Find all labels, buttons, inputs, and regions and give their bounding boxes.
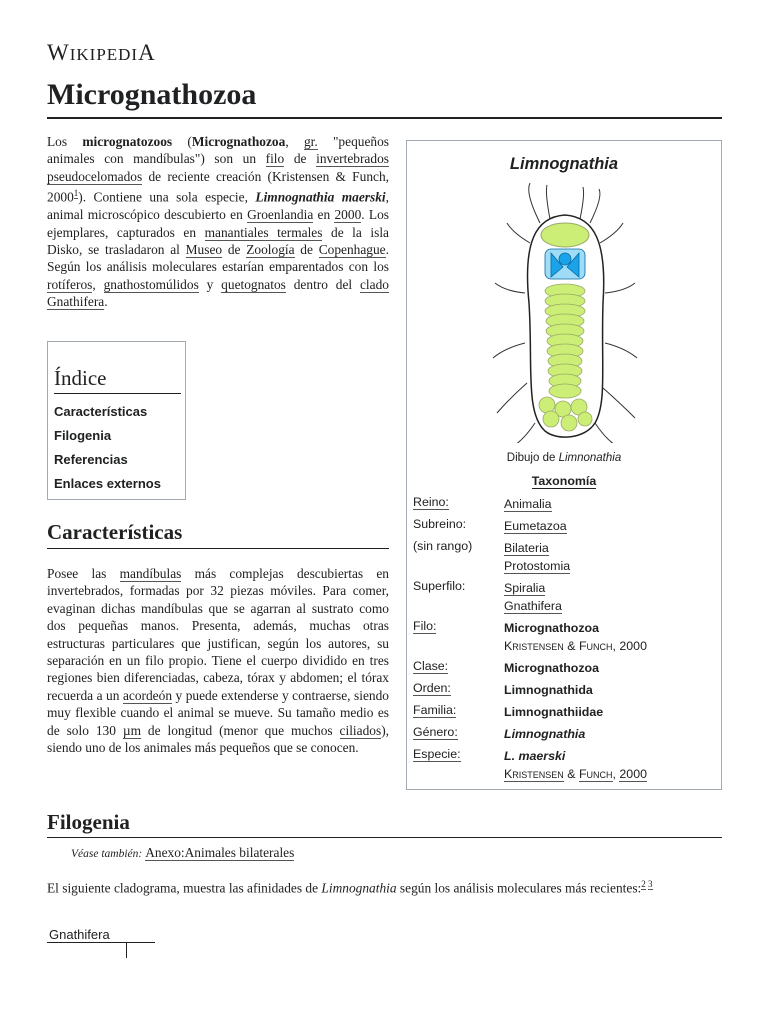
filogenia-paragraph: El siguiente cladograma, muestra las afinidades de Limnognathia según los análisis moleculares más recientes:$^{2 3}$ <box>47 879 653 896</box>
ref-2[interactable]: 2 <box>641 879 646 889</box>
link-pseudocelomados[interactable]: pseudocelomados <box>47 168 143 184</box>
wikipedia-wordmark[interactable] <box>47 40 156 66</box>
section-divider <box>47 548 389 549</box>
caracteristicas-paragraph: Posee las mandíbulas más complejas descubiertas en invertebrados, formadas por 32 piezas móviles. Para comer, evaginan dichas mandíbulas que se agarran al sustrato como dos pequeñas manos. Presenta, además, muchas otras estructuras particulares que justifican, según los autores, su separación en un filo propio. Tiene el cuerpo dividido en tres regiones bien diferenciadas, cabeza, tórax y abdomen; el tórax recuerda a un acordeón y puede extenderse y contraerse, siendo muy flexible cuando el animal se mueve. Su tamaño medio es de solo 130 µm de longitud (menor que muchos ciliados), siendo uno de los animales más pequeños que se conocen. <box>47 566 390 756</box>
link-groenlandia[interactable]: Groenlandia <box>247 207 314 223</box>
link-gnathostomulidos[interactable]: gnathostomúlidos <box>103 276 199 292</box>
taxobox-caption: Dibujo de Limnonathia <box>506 452 622 464</box>
taxobox-title: Limnognathia <box>509 155 619 173</box>
link-um[interactable]: µm <box>122 722 141 738</box>
link-2000[interactable]: 2000 <box>334 207 362 223</box>
ref-3[interactable]: 3 <box>648 879 653 889</box>
link-invertebrados[interactable]: invertebrados <box>316 151 389 167</box>
wordmark-a: A <box>138 40 156 65</box>
cladogram-branch <box>126 943 127 958</box>
link-zoologia[interactable]: Zoología <box>246 241 295 257</box>
link-clado[interactable]: clado <box>359 276 389 292</box>
toc-item-caracteristicas[interactable]: Características <box>54 404 148 419</box>
toc-item-enlaces-externos[interactable]: Enlaces externos <box>54 476 161 491</box>
toc-item-filogenia[interactable]: Filogenia <box>54 428 112 443</box>
link-anexo-bilaterales[interactable]: Anexo:Animales bilaterales <box>145 845 295 860</box>
link-rotiferos[interactable]: rotíferos <box>47 276 93 292</box>
taxonomy-heading[interactable]: Taxonomía <box>531 474 597 488</box>
taxobox: Limnognathia Dibujo de Limnonathia Taxonomía Reino: Animalia Subreino: Eumetazoa (sin rango) Bilateria Protostomia Superfilo: Spiralia Gnathifera Filo: Micrognathozoa Kristensen & Funch, 2000 Clase: Micrognathozoa Orden: Limnognathida Familia: Limnognathiidae Género: Limnognathia Especie: L. maerski Kristensen & Funch, 2000 <box>406 140 722 790</box>
link-quetognatos[interactable]: quetognatos <box>221 276 286 292</box>
link-copenhague[interactable]: Copenhague <box>318 241 386 257</box>
toc-heading: Índice <box>54 366 181 394</box>
link-mandibulas[interactable]: mandíbulas <box>119 566 182 581</box>
link-acordeon[interactable]: acordeón <box>122 687 173 703</box>
wordmark-w: W <box>47 40 70 65</box>
link-ciliados[interactable]: ciliados <box>339 722 382 738</box>
wordmark-ikipedi: IKIPEDI <box>69 45 139 64</box>
title-divider <box>47 117 722 119</box>
link-filo[interactable]: filo <box>265 151 285 167</box>
link-museo[interactable]: Museo <box>185 241 223 257</box>
ref-1[interactable]: 1 <box>73 188 79 199</box>
section-heading-caracteristicas: Características <box>47 520 183 544</box>
section-heading-filogenia: Filogenia <box>47 810 130 834</box>
cladogram-label-gnathifera: Gnathifera <box>49 927 110 942</box>
section-divider <box>47 837 722 838</box>
see-also-note: Véase también: Anexo:Animales bilaterales <box>71 845 295 860</box>
page-title: Micrognathozoa <box>47 78 257 111</box>
cladogram-branch <box>47 942 155 943</box>
link-gr[interactable]: gr. <box>303 134 318 149</box>
table-of-contents <box>47 341 186 500</box>
link-gnathifera[interactable]: Gnathifera <box>47 294 105 310</box>
link-manantiales[interactable]: manantiales termales <box>204 224 323 240</box>
toc-item-referencias[interactable]: Referencias <box>54 452 128 467</box>
intro-paragraph: Los micrognatozoos (Micrognathozoa, gr. "pequeños animales con mandíbulas") son un filo de invertebrados pseudocelomados de reciente creación (Kristensen & Funch, 2000$^1$). Contiene una sola especie, Limnognathia maerski, animal microscópico descubierto en Groenlandia en 2000. Los ejemplares, capturados en manantiales termales de la isla Disko, se trasladaron al Museo de Zoología de Copenhague. Según los análisis moleculares estarían emparentados con los rotíferos, gnathostomúlidos y quetognatos dentro del clado Gnathifera. <box>47 134 390 310</box>
